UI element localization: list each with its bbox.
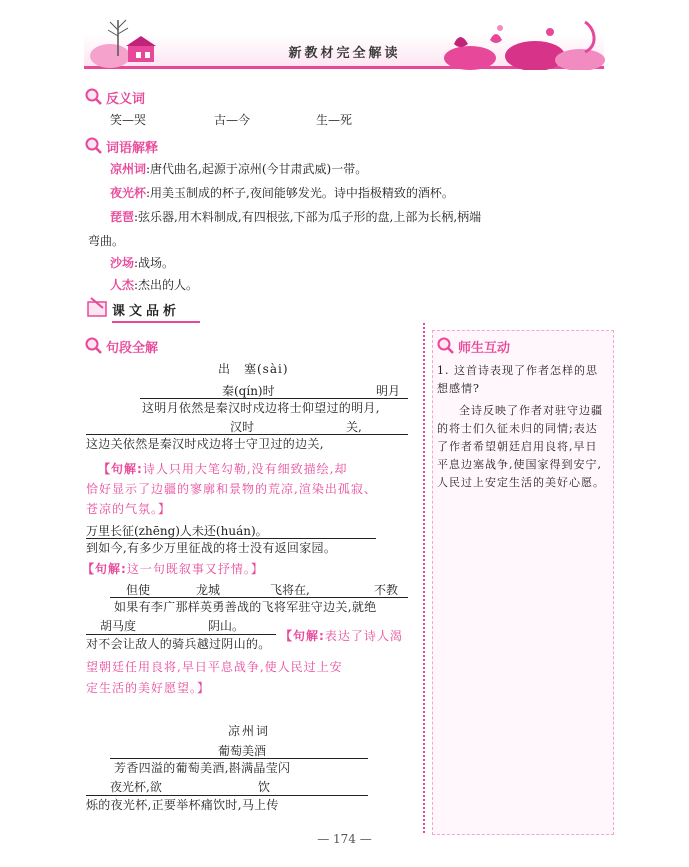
poem-line: 飞将在, [270, 583, 310, 597]
magnifier-icon [85, 137, 102, 154]
sentence-note: 定生活的美好愿望。】 [86, 681, 211, 695]
sentence-note: 【句解:表达了诗人渴 [280, 629, 403, 643]
poem2-title: 凉州词 [228, 724, 271, 738]
poem-gloss: 这明月依然是秦汉时戍边将士仰望过的明月, [142, 401, 380, 415]
sentence-note: 苍凉的气氛。】 [86, 502, 172, 516]
poem-gloss: 如果有李广那样英勇善战的飞将军驻守边关,就绝 [114, 600, 377, 614]
magnifier-icon [437, 337, 454, 354]
vocab-item: 琵琶:弦乐器,用木料制成,有四根弦,下部为瓜子形的盘,上部为长柄,柄端 [110, 210, 482, 224]
vocab-heading: 词语解释 [106, 141, 159, 156]
vocab-item: 沙场:战场。 [110, 256, 175, 270]
sentence-heading: 句段全解 [106, 341, 159, 356]
poem-line: 秦(qín)时 [222, 384, 275, 398]
magnifier-icon [85, 337, 102, 354]
poem-line: 龙城 [196, 583, 221, 597]
poem1-title: 出 塞(sài) [218, 362, 289, 376]
analysis-heading: 课文品析 [112, 300, 200, 323]
interaction-answer: 全诗反映了作者对驻守边疆的将士们久征未归的同情;表达了作者希望朝廷启用良将,早日平息边塞战争,使国家得到安宁,人民过上安定生活的美好心愿。 [437, 404, 605, 489]
antonyms-heading: 反义词 [106, 92, 146, 107]
vocab-item: 夜光杯:用美玉制成的杯子,夜间能够发光。诗中指极精致的酒杯。 [110, 186, 454, 200]
poem-line: 汉时 [230, 420, 255, 434]
vocab-item-continuation: 弯曲。 [88, 234, 125, 248]
magnifier-icon [85, 88, 102, 105]
poem-gloss: 这边关依然是秦汉时戍边将士守卫过的边关, [86, 437, 324, 451]
antonym-pair-2: 古—今 [214, 113, 251, 127]
vocab-item: 人杰:杰出的人。 [110, 278, 199, 292]
antonym-pair-3: 生—死 [316, 113, 353, 127]
poem-line: 不教 [374, 583, 399, 597]
poem-line: 关, [346, 420, 362, 434]
poem-line: 但使 [126, 583, 151, 597]
sentence-note: 恰好显示了边疆的寥廓和景物的荒凉,渲染出孤寂、 [86, 482, 377, 496]
vocab-item: 凉州词:唐代曲名,起源于凉州(今甘肃武威)一带。 [110, 162, 368, 176]
sentence-note: 【句解:这一句既叙事又抒情。】 [82, 562, 264, 576]
interaction-heading: 师生互动 [458, 341, 511, 356]
sentence-note: 望朝廷任用良将,早日平息战争,使人民过上安 [86, 660, 343, 674]
header-title: 新教材完全解读 [288, 46, 401, 61]
poem-line: 万里长征(zhēng)人未还(huán)。 [86, 524, 268, 538]
column-divider [423, 323, 425, 833]
page-number: — 174 — [317, 832, 372, 846]
antonym-pair-1: 笑—哭 [110, 113, 147, 127]
poem-line: 夜光杯,欲 [110, 780, 162, 794]
poem-gloss: 对不会让敌人的骑兵越过阴山的。 [86, 637, 271, 651]
poem-gloss: 烁的夜光杯,正要举杯痛饮时,马上传 [86, 798, 279, 812]
poem-line: 饮 [258, 780, 271, 794]
notebook-icon [85, 296, 109, 318]
poem-gloss: 芳香四溢的葡萄美酒,斟满晶莹闪 [114, 761, 291, 775]
poem-line: 胡马度 [100, 619, 137, 633]
poem-line: 明月 [376, 384, 401, 398]
poem-line: 葡萄美酒 [218, 744, 267, 758]
poem-gloss: 到如今,有多少万里征战的将士没有返回家园。 [86, 541, 337, 555]
sentence-note: 【句解:诗人只用大笔勾勒,没有细致描绘,却 [98, 462, 348, 476]
poem-line: 阴山。 [208, 619, 245, 633]
interaction-question: 1. 这首诗表现了作者怎样的思想感情? [437, 364, 598, 395]
